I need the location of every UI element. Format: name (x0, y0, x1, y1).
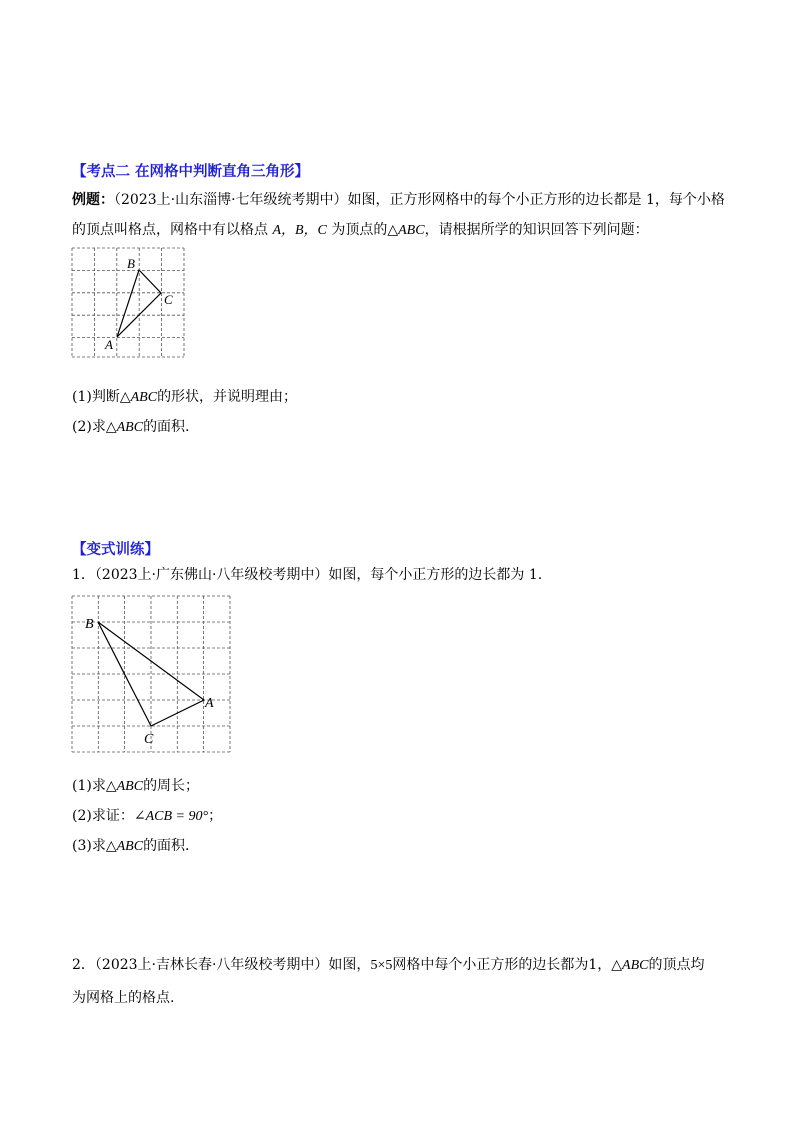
problem-2-line-1 (72, 955, 704, 976)
example-line-2 (72, 220, 649, 241)
section-heading: 【考点二 在网格中判断直角三角形】 (72, 164, 310, 180)
p2-grid-size: 5×5 (370, 958, 393, 973)
example-triangle-symbol: △ABC (387, 223, 425, 238)
example-question-2 (72, 417, 190, 438)
example-label-c: C (164, 292, 173, 307)
example-question-1 (72, 387, 297, 408)
example-q1-suffix: 的形状，并说明理由； (157, 389, 298, 405)
problem-1-grid-figure (62, 588, 242, 758)
problem-1-question-1 (72, 776, 199, 797)
example-grid-figure (60, 240, 200, 365)
p2-side-length: 1， (588, 957, 612, 973)
p2-line1-text-c: 的顶点均 (648, 957, 705, 973)
p1-q3-suffix: 的面积. (143, 838, 190, 854)
p1-q2-suffix: ； (208, 808, 223, 824)
p1-q3-prefix: (3)求 (72, 838, 106, 854)
example-line-1 (72, 190, 725, 210)
p1-q3-triangle: △ABC (105, 839, 144, 854)
p2-triangle-symbol: △ABC (611, 958, 649, 973)
example-line2-text-a: 的顶点叫格点，网格中有以格点 (72, 222, 268, 238)
variant-heading: 【变式训练】 (72, 542, 159, 558)
p1-q1-triangle: △ABC (105, 779, 144, 794)
example-q2-prefix: (2)求 (72, 419, 106, 435)
p2-line1-text-b: 网格中每个小正方形的边长都为 (392, 957, 589, 973)
p1-q2-prefix: (2)求证： (72, 808, 134, 824)
p1-q1-suffix: 的周长； (143, 778, 200, 794)
problem-1-line-1: 1．（2023上·广东佛山·八年级校考期中）如图，每个小正方形的边长都为 1. (72, 567, 543, 583)
problem-1-label-a: A (205, 696, 214, 711)
problem-1-grid-lines (72, 596, 230, 752)
p2-line1-text-a: 2．（2023上·吉林长春·八年级校考期中）如图， (72, 957, 371, 973)
problem-1-label-c: C (144, 732, 154, 747)
example-line2-text-b: 为顶点的 (331, 222, 388, 238)
example-source-text: （2023上·山东淄博·七年级统考期中）如图，正方形网格中的每个小正方形的边长都是 1，每个小格 (114, 192, 725, 208)
example-q2-suffix: 的面积. (143, 419, 190, 435)
example-line2-text-c: ，请根据所学的知识回答下列问题： (424, 222, 649, 238)
problem-1-label-b: B (85, 617, 94, 632)
problem-1-question-2 (72, 806, 222, 827)
problem-2-line-2: 为网格上的格点. (72, 990, 175, 1006)
example-label: 例题： (72, 192, 114, 208)
p1-q2-expression: ∠ACB = 90° (133, 809, 209, 824)
example-q1-triangle: △ABC (119, 390, 158, 405)
example-q2-triangle: △ABC (105, 420, 144, 435)
problem-1-question-3 (72, 836, 190, 857)
example-label-b: B (127, 256, 135, 271)
example-points: A，B，C (272, 223, 327, 238)
example-label-a: A (105, 337, 113, 352)
example-q1-prefix: (1)判断 (72, 389, 120, 405)
p1-q1-prefix: (1)求 (72, 778, 106, 794)
